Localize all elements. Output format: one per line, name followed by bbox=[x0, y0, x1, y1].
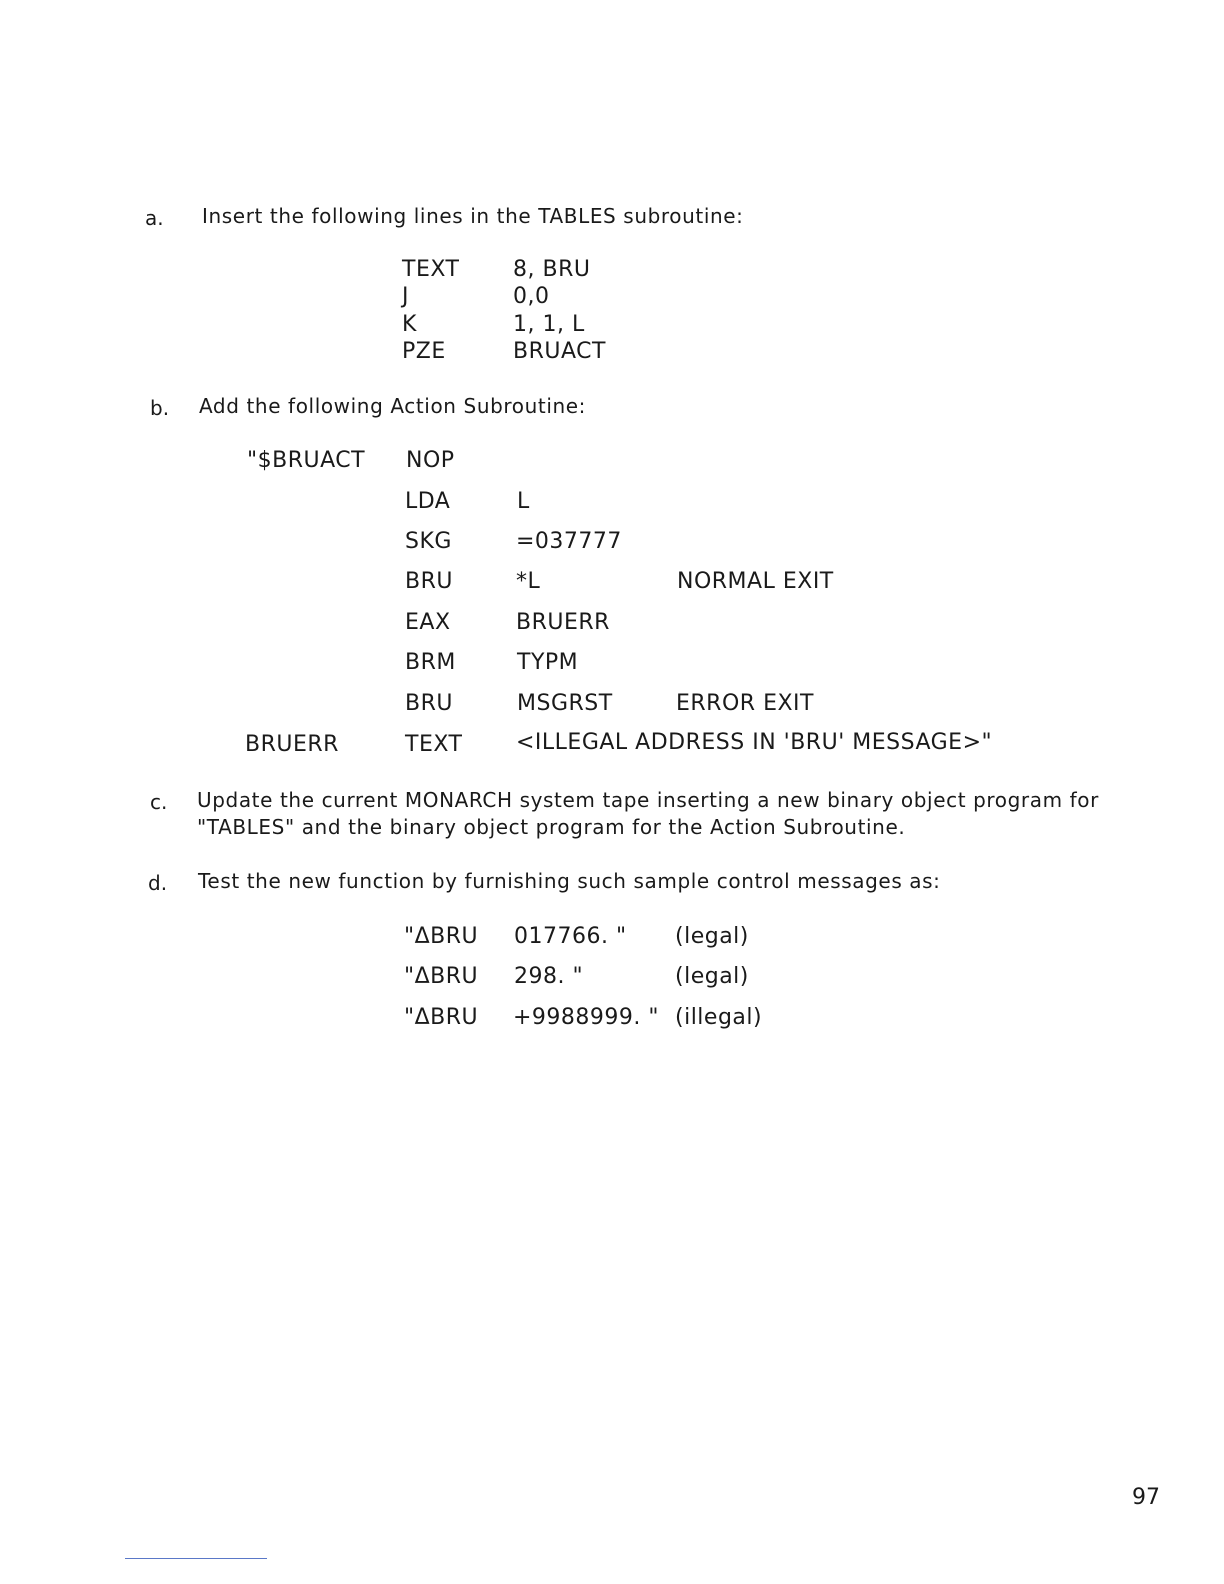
code-a-1-arg: 0,0 bbox=[513, 284, 550, 309]
code-a-0-op: TEXT bbox=[402, 257, 460, 282]
item-d-letter: d. bbox=[148, 871, 168, 895]
item-a-text: Insert the following lines in the TABLES subroutine: bbox=[202, 204, 744, 228]
page-number: 97 bbox=[1132, 1485, 1160, 1510]
code-a-2-arg: 1, 1, L bbox=[513, 312, 585, 337]
item-c-line2: "TABLES" and the binary object program for the Action Subroutine. bbox=[197, 815, 906, 839]
code-b-6-arg: MSGRST bbox=[517, 691, 613, 716]
code-b-1-op: LDA bbox=[405, 489, 451, 514]
code-a-2-op: K bbox=[402, 312, 417, 337]
item-a-letter: a. bbox=[145, 206, 164, 230]
code-b-2-arg: =037777 bbox=[516, 529, 622, 554]
code-a-1-op: J bbox=[402, 284, 409, 309]
code-b-5-op: BRM bbox=[405, 650, 456, 675]
code-b-3-arg: *L bbox=[516, 569, 541, 594]
code-b-7-op: TEXT bbox=[405, 732, 463, 757]
footer-rule bbox=[125, 1558, 267, 1559]
item-b-text: Add the following Action Subroutine: bbox=[199, 394, 587, 418]
code-b-7-arg: <ILLEGAL ADDRESS IN 'BRU' MESSAGE>" bbox=[516, 730, 993, 755]
sample-0-cmd: "ΔBRU bbox=[404, 924, 479, 949]
code-a-3-op: PZE bbox=[402, 339, 446, 364]
sample-1-cmd: "ΔBRU bbox=[404, 964, 479, 989]
code-b-1-arg: L bbox=[517, 489, 530, 514]
code-b-7-label: BRUERR bbox=[245, 732, 339, 757]
sample-1-note: (legal) bbox=[675, 964, 749, 989]
code-b-0-op: NOP bbox=[406, 448, 455, 473]
code-b-6-op: BRU bbox=[405, 691, 453, 716]
code-b-5-arg: TYPM bbox=[517, 650, 579, 675]
code-b-2-op: SKG bbox=[405, 529, 452, 554]
item-c-line1: Update the current MONARCH system tape inserting a new binary object program for bbox=[197, 788, 1099, 812]
sample-2-value: +9988999. " bbox=[513, 1005, 660, 1030]
code-b-4-op: EAX bbox=[405, 610, 451, 635]
item-b-letter: b. bbox=[150, 396, 170, 420]
code-b-4-arg: BRUERR bbox=[516, 610, 610, 635]
sample-1-value: 298. " bbox=[514, 964, 584, 989]
sample-2-note: (illegal) bbox=[675, 1005, 763, 1030]
code-a-0-arg: 8, BRU bbox=[513, 257, 591, 282]
sample-0-value: 017766. " bbox=[514, 924, 627, 949]
code-b-6-comment: ERROR EXIT bbox=[676, 691, 814, 716]
item-d-text: Test the new function by furnishing such sample control messages as: bbox=[198, 869, 941, 893]
code-b-3-comment: NORMAL EXIT bbox=[677, 569, 834, 594]
sample-0-note: (legal) bbox=[675, 924, 749, 949]
code-b-0-label: "$BRUACT bbox=[247, 448, 366, 473]
code-b-3-op: BRU bbox=[405, 569, 453, 594]
sample-2-cmd: "ΔBRU bbox=[404, 1005, 479, 1030]
item-c-letter: c. bbox=[150, 790, 168, 814]
code-a-3-arg: BRUACT bbox=[513, 339, 606, 364]
